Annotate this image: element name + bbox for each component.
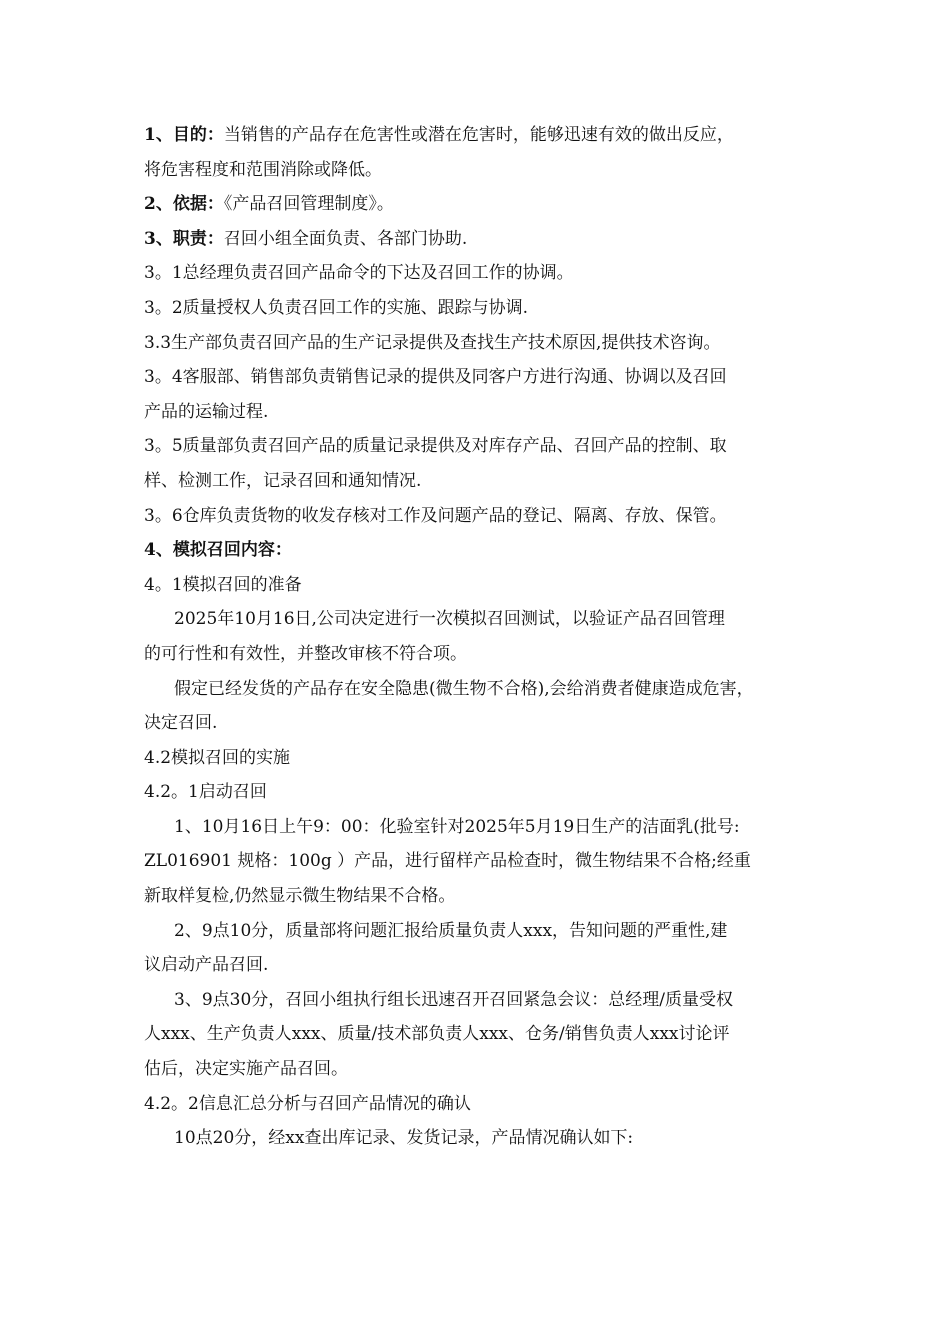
duty-3-6: 3。6仓库负责货物的收发存核对工作及问题产品的登记、隔离、存放、保管。: [144, 505, 727, 526]
prep-paragraph-2: 假定已经发货的产品存在安全隐患(微生物不合格),会给消费者健康造成危害，: [174, 678, 754, 699]
duty-3-4-cont: 产品的运输过程.: [144, 401, 269, 422]
duty-3-5-cont: 样、检测工作，记录召回和通知情况.: [144, 470, 422, 491]
section-3-heading: 3、职责：: [144, 228, 224, 249]
line-21: [144, 810, 814, 845]
line-14: [144, 568, 814, 603]
event-1-cont: ZL016901 规格：100g ）产品，进行留样产品检查时，微生物结果不合格;经重: [144, 851, 751, 872]
line-7: [144, 326, 814, 361]
section-2-heading: 2、依据：: [144, 194, 224, 215]
event-2: 2、9点10分，质量部将问题汇报给质量负责人xxx，告知问题的严重性,建: [174, 920, 728, 941]
line-30: [144, 1121, 814, 1156]
purpose-text-cont: 将危害程度和范围消除或降低。: [144, 159, 382, 180]
section-4-heading: 4、模拟召回内容：: [144, 540, 292, 561]
line-28: [144, 1052, 814, 1087]
line-17: [144, 672, 814, 707]
subsection-4-1: 4。1模拟召回的准备: [144, 574, 302, 595]
subsection-4-2: 4.2模拟召回的实施: [144, 747, 291, 768]
line-2: [144, 153, 814, 188]
duty-text: 召回小组全面负责、各部门协助.: [223, 228, 468, 249]
line-27: [144, 1017, 814, 1052]
duty-3-2: 3。2质量授权人负责召回工作的实施、跟踪与协调.: [144, 297, 529, 318]
line-26: [144, 983, 814, 1018]
line-13: [144, 533, 814, 568]
line-9: [144, 395, 814, 430]
basis-text: 《产品召回管理制度》。: [223, 194, 394, 215]
line-8: [144, 360, 814, 395]
duty-3-1: 3。1总经理负责召回产品命令的下达及召回工作的协调。: [144, 263, 574, 284]
line-3: [144, 187, 814, 222]
duty-3-3: 3.3生产部负责召回产品的生产记录提供及查找生产技术原因,提供技术咨询。: [144, 332, 721, 353]
line-10: [144, 429, 814, 464]
line-15: [144, 602, 814, 637]
line-29: [144, 1087, 814, 1122]
prep-paragraph-2-cont: 决定召回.: [144, 713, 218, 734]
event-2-cont: 议启动产品召回.: [144, 955, 269, 976]
line-22: [144, 844, 814, 879]
line-16: [144, 637, 814, 672]
event-3: 3、9点30分，召回小组执行组长迅速召开召回紧急会议：总经理/质量受权: [174, 989, 733, 1010]
line-6: [144, 291, 814, 326]
event-3-cont: 人xxx、生产负责人xxx、质量/技术部负责人xxx、仓务/销售负责人xxx讨论评: [144, 1024, 730, 1045]
duty-3-5: 3。5质量部负责召回产品的质量记录提供及对库存产品、召回产品的控制、取: [144, 436, 727, 457]
subsection-4-2-2: 4.2。2信息汇总分析与召回产品情况的确认: [144, 1093, 471, 1114]
line-1: [144, 118, 814, 153]
purpose-text: 当销售的产品存在危害性或潜在危害时，能够迅速有效的做出反应，: [223, 125, 734, 145]
line-18: [144, 706, 814, 741]
event-1-cont-2: 新取样复检,仍然显示微生物结果不合格。: [144, 886, 456, 907]
line-5: [144, 256, 814, 291]
confirm-paragraph: 10点20分，经xx查出库记录、发货记录，产品情况确认如下:: [174, 1128, 634, 1149]
event-3-cont-2: 估后，决定实施产品召回。: [144, 1059, 348, 1080]
line-4: [144, 222, 814, 257]
line-20: [144, 775, 814, 810]
line-25: [144, 948, 814, 983]
line-12: [144, 499, 814, 534]
line-11: [144, 464, 814, 499]
prep-paragraph-1-cont: 的可行性和有效性，并整改审核不符合项。: [144, 643, 467, 664]
duty-3-4: 3。4客服部、销售部负责销售记录的提供及同客户方进行沟通、协调以及召回: [144, 367, 727, 388]
line-19: [144, 741, 814, 776]
event-1: 1、10月16日上午9：00：化验室针对2025年5月19日生产的洁面乳(批号:: [174, 816, 740, 837]
document-page: [144, 118, 814, 1156]
line-24: [144, 914, 814, 949]
line-23: [144, 879, 814, 914]
subsection-4-2-1: 4.2。1启动召回: [144, 782, 267, 803]
prep-paragraph-1: 2025年10月16日,公司决定进行一次模拟召回测试，以验证产品召回管理: [174, 609, 725, 630]
section-1-heading: 1、目的：: [144, 125, 224, 145]
